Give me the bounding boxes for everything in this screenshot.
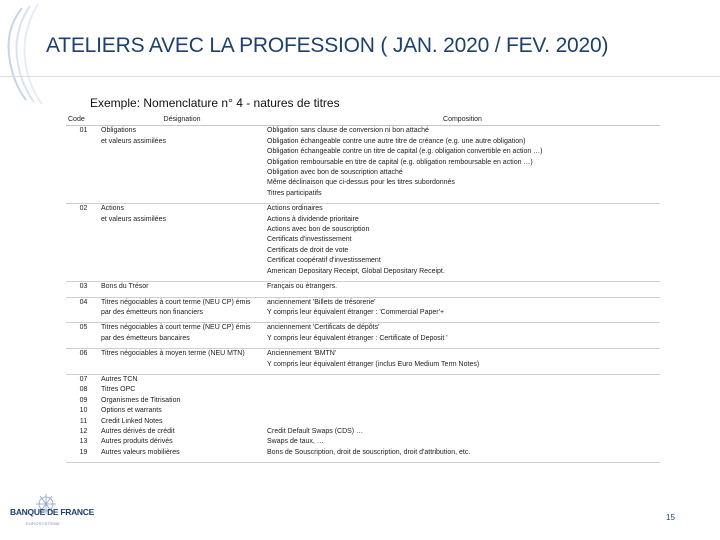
row-designation-line: par des émetteurs bancaires [101, 334, 190, 342]
row-code [66, 374, 99, 462]
row-code-line: 19 [79, 448, 88, 456]
row-composition [265, 204, 660, 282]
row-code [66, 323, 99, 349]
table-row [66, 349, 660, 375]
row-code-line: 13 [79, 438, 88, 446]
row-composition-line: Bons de Souscription, droit de souscription, droit d'attribution, etc. [267, 448, 471, 456]
header-composition: Composition [265, 115, 660, 126]
table-row [66, 282, 660, 297]
row-designation-line: Options et warrants [101, 407, 162, 415]
row-designation [99, 323, 265, 349]
row-composition-line: anciennement 'Certificats de dépôts' [267, 324, 380, 332]
row-code-line: 05 [79, 324, 88, 332]
table-row [66, 323, 660, 349]
row-composition [265, 374, 660, 462]
row-composition-line: Obligation sans clause de conversion ni bon attaché [267, 127, 429, 135]
row-code-line: 12 [79, 427, 88, 435]
row-composition-line: Y compris leur équivalent étranger : Certificate of Deposit ' [267, 334, 448, 342]
row-designation-line: Titres OPC [101, 386, 136, 394]
row-composition-line: Anciennement 'BMTN' [267, 350, 337, 358]
row-composition-line: Obligation avec bon de souscription attaché [267, 169, 403, 177]
row-composition-line: Y compris leur équivalent étranger : 'Commercial Paper'+ [267, 308, 445, 316]
slide-subtitle: Exemple: Nomenclature n° 4 - natures de titres [90, 96, 340, 110]
nomenclature-table [66, 115, 660, 463]
row-composition [265, 323, 660, 349]
row-designation-line: et valeurs assimilées [101, 215, 166, 223]
row-designation [99, 204, 265, 282]
row-designation [99, 126, 265, 204]
table-row [66, 297, 660, 323]
row-composition-line: Titres participatifs [267, 189, 322, 197]
row-composition-line: anciennement 'Billets de trésorerie' [267, 298, 376, 306]
slide-title: ATELIERS AVEC LA PROFESSION ( JAN. 2020 / FEV. 2020) [46, 34, 609, 57]
row-code-line: 08 [79, 386, 88, 394]
row-code-line: 07 [79, 375, 88, 383]
row-code-line: 02 [79, 205, 88, 213]
row-designation-line: Titres négociables à court terme (NEU CP) émis [101, 298, 251, 306]
page-number: 15 [666, 513, 675, 522]
row-code [66, 297, 99, 323]
row-composition [265, 349, 660, 375]
row-designation-line: Actions [101, 205, 124, 213]
row-designation-line: Titres négociables à moyen terme (NEU MTN) [101, 350, 245, 358]
row-designation-line: Bons du Trésor [101, 283, 149, 291]
row-composition [265, 282, 660, 297]
row-designation-line: Autres dérivés de crédit [101, 427, 175, 435]
row-code [66, 126, 99, 204]
row-code-line: 09 [79, 396, 88, 404]
row-designation-line: Autres TCN [101, 375, 138, 383]
row-composition-line: Obligation remboursable en titre de capital (e.g. obligation remboursable en action …) [267, 158, 533, 166]
row-composition-line: Certificats d'investissement [267, 236, 352, 244]
row-composition-line: Credit Default Swaps (CDS) … [267, 427, 364, 435]
row-designation-line: Autres produits dérivés [101, 438, 173, 446]
row-code-line: 04 [79, 298, 88, 306]
header-designation: Désignation [99, 115, 265, 126]
row-composition-line: Y compris leur équivalent étranger (inclus Euro Medium Term Notes) [267, 360, 480, 368]
row-code-line: 03 [79, 283, 88, 291]
table-header-row [66, 115, 660, 126]
row-designation-line: Autres valeurs mobilières [101, 448, 180, 456]
row-designation-line: Obligations [101, 127, 137, 135]
row-composition-line: American Depositary Receipt, Global Depositary Receipt. [267, 267, 445, 275]
row-composition-line: Certificat coopératif d'investissement [267, 257, 381, 265]
row-code-line: 11 [79, 417, 88, 425]
row-code [66, 349, 99, 375]
logo-wordmark: BANQUE DE FRANCE [10, 507, 94, 517]
row-designation-line: par des émetteurs non financiers [101, 308, 203, 316]
row-composition-line [267, 396, 658, 406]
row-designation-line: Organismes de Titrisation [101, 396, 181, 404]
row-composition-line: Obligation échangeable contre une autre titre de créance (e.g. une autre obligation) [267, 137, 526, 145]
row-code-line: 06 [79, 350, 88, 358]
title-divider [0, 76, 720, 77]
row-composition-line: Actions avec bon de souscription [267, 226, 370, 234]
table-row [66, 204, 660, 282]
row-composition-line [267, 375, 658, 385]
row-code-line: 01 [79, 127, 88, 135]
row-composition [265, 126, 660, 204]
table-row [66, 374, 660, 462]
row-composition-line [267, 417, 658, 427]
row-designation [99, 349, 265, 375]
row-composition-line: Français ou étrangers. [267, 283, 338, 291]
row-code [66, 282, 99, 297]
row-designation [99, 282, 265, 297]
header-code: Code [66, 115, 99, 126]
logo-tagline: EUROSYSTÈME [26, 521, 60, 526]
row-designation [99, 297, 265, 323]
row-designation-line: Titres négociables à court terme (NEU CP) émis [101, 324, 251, 332]
row-code [66, 204, 99, 282]
row-code-line: 10 [79, 407, 88, 415]
row-composition-line: Certificats de droit de vote [267, 246, 349, 254]
row-composition-line: Obligation échangeable contre un titre de capital (e.g. obligation convertible en action …) [267, 148, 543, 156]
row-designation [99, 374, 265, 462]
table-row [66, 126, 660, 204]
row-composition [265, 297, 660, 323]
row-composition-line [267, 385, 658, 395]
row-designation-line: Credit Linked Notes [101, 417, 163, 425]
row-designation-line: et valeurs assimilées [101, 137, 166, 145]
row-composition-line: Actions à dividende prioritaire [267, 215, 359, 223]
row-composition-line [267, 406, 658, 416]
row-composition-line: Swaps de taux, … [267, 438, 324, 446]
row-composition-line: Même déclinaison que ci-dessus pour les titres subordonnés [267, 179, 455, 187]
row-composition-line: Actions ordinaires [267, 205, 323, 213]
